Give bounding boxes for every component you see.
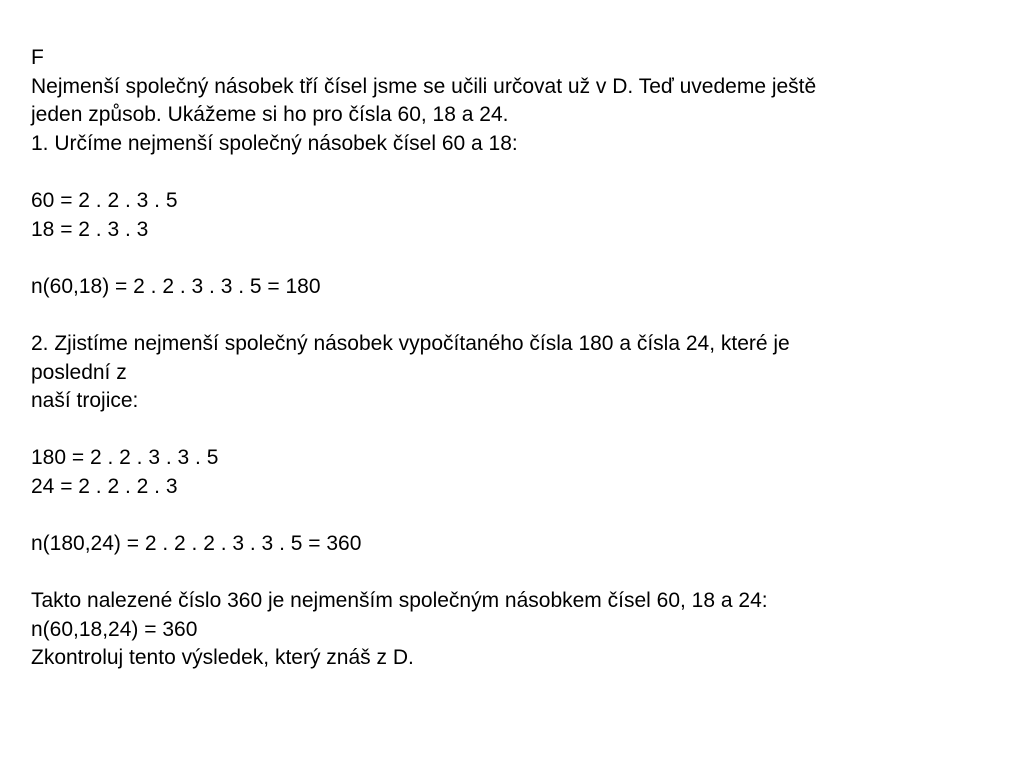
conclusion-line: n(60,18,24) = 360 — [31, 617, 198, 641]
conclusion-line: Takto nalezené číslo 360 je nejmenším společným násobkem čísel 60, 18 a 24: — [31, 589, 768, 613]
blank-line — [31, 301, 1006, 330]
blank-line — [31, 559, 1006, 588]
step1-factorization-line: 60 = 2 . 2 . 3 . 5 — [31, 188, 178, 212]
conclusion-line: Zkontroluj tento výsledek, který znáš z D. — [31, 646, 414, 670]
step2-result: n(180,24) = 2 . 2 . 2 . 3 . 3 . 5 = 360 — [31, 532, 362, 556]
step2-factorization-line: 180 = 2 . 2 . 3 . 3 . 5 — [31, 446, 219, 470]
step1-result: n(60,18) = 2 . 2 . 3 . 3 . 5 = 180 — [31, 274, 321, 298]
step1-factorization-line: 18 = 2 . 3 . 3 — [31, 217, 149, 241]
blank-line — [31, 502, 1006, 531]
step2-title-line: poslední z — [31, 360, 127, 384]
slide-heading: F — [31, 46, 44, 69]
blank-line — [31, 158, 1006, 187]
blank-line — [31, 416, 1006, 445]
blank-line — [31, 244, 1006, 273]
step2-title-line: 2. Zjistíme nejmenší společný násobek vypočítaného čísla 180 a čísla 24, které je — [31, 331, 790, 355]
intro-line: jeden způsob. Ukážeme si ho pro čísla 60, 18 a 24. — [31, 103, 509, 127]
step1-title: 1. Určíme nejmenší společný násobek čísel 60 a 18: — [31, 131, 518, 155]
intro-line: Nejmenší společný násobek tří čísel jsme se učili určovat už v D. Teď uvedeme ještě — [31, 74, 817, 98]
slide-text — [31, 44, 1006, 673]
step2-title-line: naší trojice: — [31, 389, 139, 413]
step2-factorization-line: 24 = 2 . 2 . 2 . 3 — [31, 474, 178, 498]
